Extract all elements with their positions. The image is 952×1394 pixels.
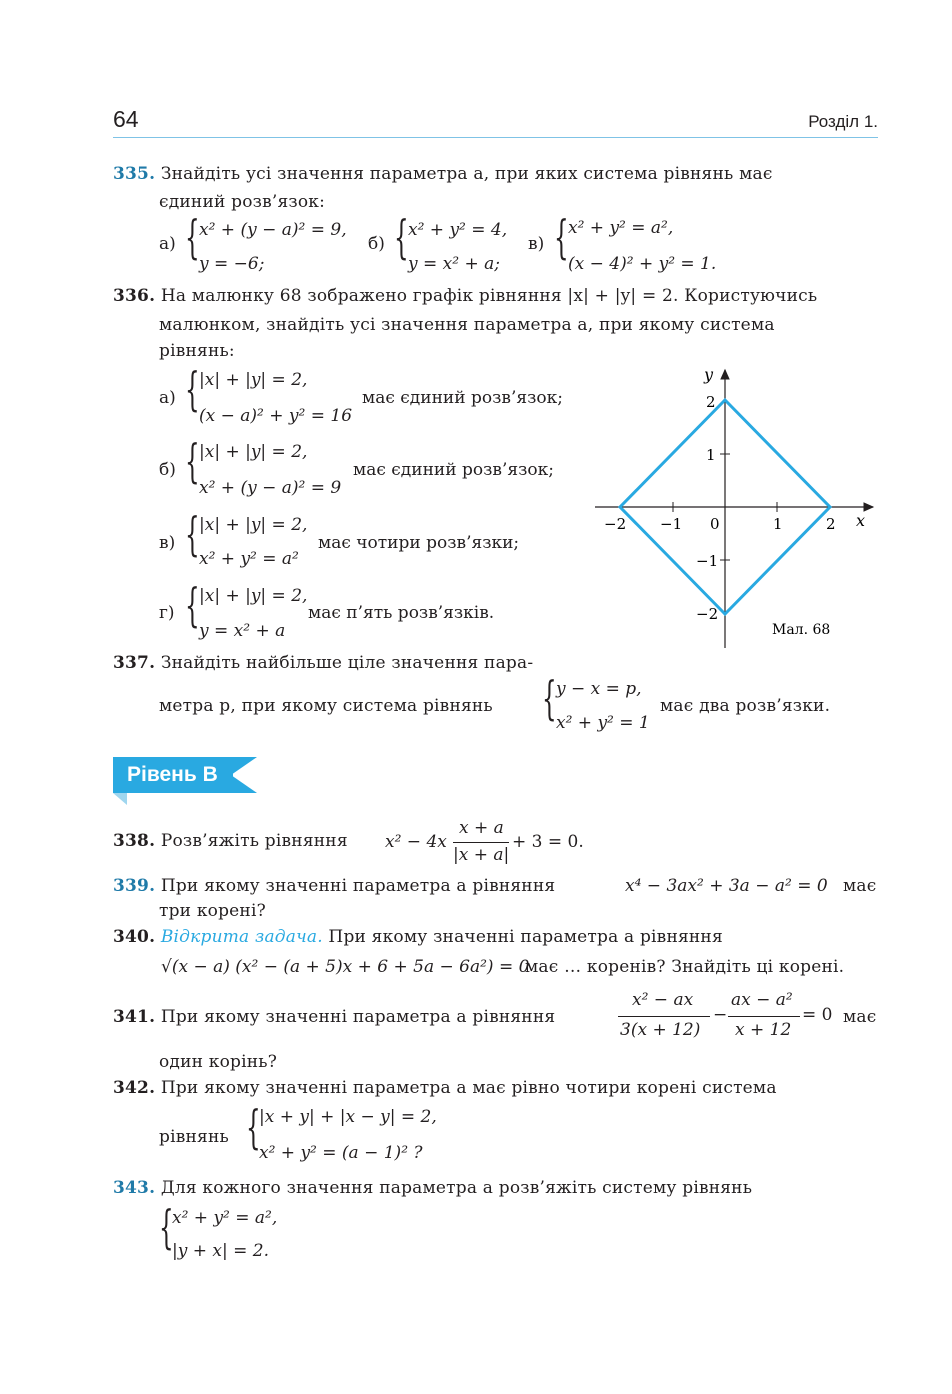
- x-tick-label: 0: [710, 515, 720, 533]
- system-label: в): [528, 234, 545, 254]
- y-tick-label: 1: [706, 446, 716, 464]
- problem-text-cont: три корені?: [159, 901, 266, 921]
- y-tick-label: 2: [706, 393, 716, 411]
- equation: √(x − a) (x² − (a + 5)x + 6 + 5a − 6a²) = 0: [161, 957, 530, 977]
- problem-338: [113, 827, 348, 856]
- equation: |x| + |y| = 2,: [199, 515, 308, 535]
- problem-text: Для кожного значення параметра a розв’яжіть систему рівнянь: [160, 1178, 753, 1198]
- level-badge-fold: [113, 793, 127, 805]
- problem-336: [113, 282, 817, 311]
- equation: = 0: [802, 1005, 833, 1025]
- problem-text: Знайдіть усі значення параметра a, при яких система рівнянь має: [160, 164, 773, 184]
- equation: x² + y² = 1: [556, 713, 650, 733]
- equation: x⁴ − 3ax² + 3a − a² = 0: [625, 876, 828, 896]
- problem-text: При якому значенні параметра a рівняння: [160, 1007, 556, 1027]
- system-label: а): [159, 234, 176, 254]
- equation: (x − a)² + y² = 16: [199, 406, 353, 426]
- minus-sign: −: [713, 1005, 728, 1025]
- y-tick-label: −2: [696, 605, 719, 623]
- level-badge: Рівень B: [113, 757, 233, 793]
- system-brace: {: [185, 362, 200, 416]
- fraction-denominator: x + 12: [735, 1020, 792, 1040]
- equation: x² + (y − a)² = 9,: [199, 220, 347, 240]
- x-tick-label: −2: [604, 515, 627, 533]
- condition-text: має п’ять розв’язків.: [308, 603, 495, 623]
- problem-text-tail: має: [843, 876, 877, 896]
- system-brace: {: [554, 210, 569, 264]
- condition-text: має чотири розв’язки;: [318, 533, 520, 553]
- problem-text: Знайдіть найбільше ціле значення пара-: [160, 653, 534, 673]
- y-tick-label: −1: [696, 552, 719, 570]
- problem-text-cont: малюнком, знайдіть усі значення параметра a, при якому система: [159, 315, 775, 335]
- problem-number: 343.: [113, 1178, 156, 1198]
- equation: x² + y² = 4,: [408, 220, 508, 240]
- problem-number: 338.: [113, 831, 156, 851]
- problem-335: [113, 160, 773, 189]
- problem-337: [113, 649, 533, 678]
- fraction-numerator: ax − a²: [731, 990, 793, 1010]
- header-divider: [113, 137, 878, 138]
- equation: |x + y| + |x − y| = 2,: [259, 1107, 437, 1127]
- problem-text-cont: єдиний розв’язок:: [159, 192, 326, 212]
- system-brace: {: [185, 578, 200, 632]
- problem-text-cont: метра p, при якому система рівнянь: [159, 696, 493, 716]
- equation: x² + y² = (a − 1)² ?: [259, 1143, 423, 1163]
- system-label: а): [159, 388, 176, 408]
- equation: (x − 4)² + y² = 1.: [568, 254, 717, 274]
- problem-343: [113, 1174, 752, 1203]
- problem-text: При якому значенні параметра a рівняння: [328, 927, 723, 947]
- equation: x² − 4x: [385, 832, 447, 852]
- equation: x² + y² = a²: [199, 549, 299, 569]
- problem-text-cont: рівнянь: [159, 1127, 229, 1147]
- system-label: в): [159, 533, 176, 553]
- fraction-denominator: |x + a|: [453, 845, 510, 865]
- problem-text: На малюнку 68 зображено графік рівняння |x| + |y| = 2. Користуючись: [160, 286, 818, 306]
- condition-text: має єдиний розв’язок;: [353, 460, 554, 480]
- equation: |x| + |y| = 2,: [199, 586, 308, 606]
- equation: |x| + |y| = 2,: [199, 370, 308, 390]
- system-brace: {: [246, 1100, 261, 1154]
- equation: x² + y² = a²,: [172, 1208, 278, 1228]
- problem-number: 335.: [113, 164, 156, 184]
- equation: |x| + |y| = 2,: [199, 442, 308, 462]
- problem-number: 342.: [113, 1078, 156, 1098]
- equation: |y + x| = 2.: [172, 1241, 269, 1261]
- system-brace: {: [185, 507, 200, 561]
- fraction-numerator: x² − ax: [632, 990, 694, 1010]
- x-axis-label: x: [856, 511, 866, 530]
- system-label: б): [159, 460, 176, 480]
- problem-341: [113, 1003, 555, 1032]
- problem-text-tail: має два розв’язки.: [660, 696, 831, 716]
- equation: x² + y² = a²,: [568, 218, 674, 238]
- y-axis-label: y: [704, 365, 714, 384]
- fraction-bar: [728, 1016, 800, 1017]
- level-badge-tail: [231, 757, 257, 793]
- problem-number: 341.: [113, 1007, 156, 1027]
- system-label: г): [159, 603, 175, 623]
- problem-text: Розв’яжіть рівняння: [160, 831, 348, 851]
- problem-number: 340.: [113, 927, 156, 947]
- x-tick-label: −1: [660, 515, 683, 533]
- problem-342: [113, 1074, 777, 1103]
- figure-caption: Мал. 68: [772, 622, 831, 638]
- figure-68: [590, 360, 890, 655]
- equation: y = x² + a;: [408, 254, 500, 274]
- equation: y − x = p,: [556, 679, 642, 699]
- problem-number: 337.: [113, 653, 156, 673]
- fraction-numerator: x + a: [459, 818, 504, 838]
- equation: x² + (y − a)² = 9: [199, 478, 342, 498]
- x-tick-label: 1: [773, 515, 783, 533]
- system-brace: {: [185, 434, 200, 488]
- system-brace: {: [159, 1200, 174, 1254]
- open-problem-label: Відкрита задача.: [160, 927, 323, 947]
- fraction-bar: [453, 842, 509, 843]
- problem-text-cont: один корінь?: [159, 1052, 278, 1072]
- x-tick-label: 2: [826, 515, 836, 533]
- problem-text-tail: має … коренів? Знайдіть ці корені.: [525, 957, 845, 977]
- system-brace: {: [394, 210, 409, 264]
- system-label: б): [368, 234, 385, 254]
- page-number: 64: [113, 106, 139, 132]
- equation: y = −6;: [199, 254, 265, 274]
- problem-text: При якому значенні параметра a рівняння: [160, 876, 556, 896]
- section-title: Розділ 1.: [808, 112, 878, 131]
- system-brace: {: [185, 210, 200, 264]
- system-brace: {: [542, 671, 557, 725]
- equation: + 3 = 0.: [512, 832, 584, 852]
- equation: y = x² + a: [199, 621, 286, 641]
- problem-text-tail: має: [843, 1007, 877, 1027]
- problem-text: При якому значенні параметра a має рівно чотири корені система: [160, 1078, 777, 1098]
- problem-number: 336.: [113, 286, 156, 306]
- fraction-denominator: 3(x + 12): [620, 1020, 701, 1040]
- problem-number: 339.: [113, 876, 156, 896]
- fraction-bar: [618, 1016, 710, 1017]
- problem-340: [113, 923, 723, 952]
- condition-text: має єдиний розв’язок;: [362, 388, 563, 408]
- problem-text-cont: рівнянь:: [159, 341, 235, 361]
